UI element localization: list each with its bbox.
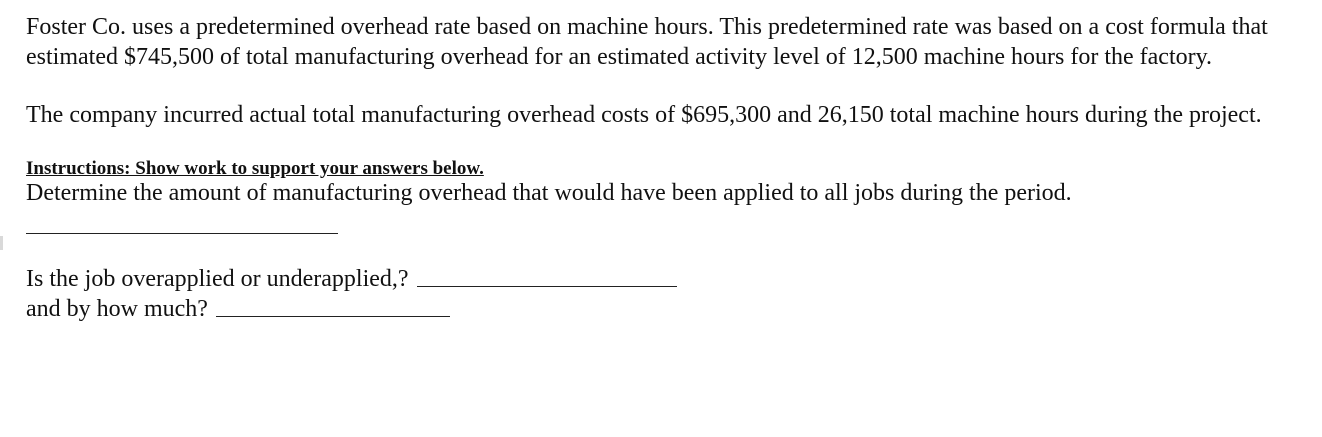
margin-mark: [0, 236, 3, 250]
question-applied-overhead: Determine the amount of manufacturing overhead that would have been applied to all jobs during the period.: [26, 180, 1072, 206]
intro-paragraph: Foster Co. uses a predetermined overhead rate based on machine hours. This predetermined rate was based on a cost formula that estimated $745,500 of total manufacturing overhead for an estimated activity level of 12,500 machine hours for the factory.: [26, 14, 1268, 70]
actual-costs-paragraph: The company incurred actual total manufacturing overhead costs of $695,300 and 26,150 total machine hours during the project.: [26, 102, 1262, 128]
question-over-under-row: [26, 264, 1311, 294]
document-page: [26, 12, 1311, 324]
answer-blank-applied-overhead[interactable]: [26, 233, 338, 234]
question-over-under: Is the job overapplied or underapplied,?: [26, 266, 409, 292]
answer-blank-over-under[interactable]: [417, 286, 677, 287]
question-how-much: and by how much?: [26, 296, 208, 322]
answer-blank-how-much[interactable]: [216, 316, 450, 317]
question-how-much-row: [26, 294, 1311, 324]
instructions-heading: Instructions: Show work to support your answers below.: [26, 158, 484, 179]
